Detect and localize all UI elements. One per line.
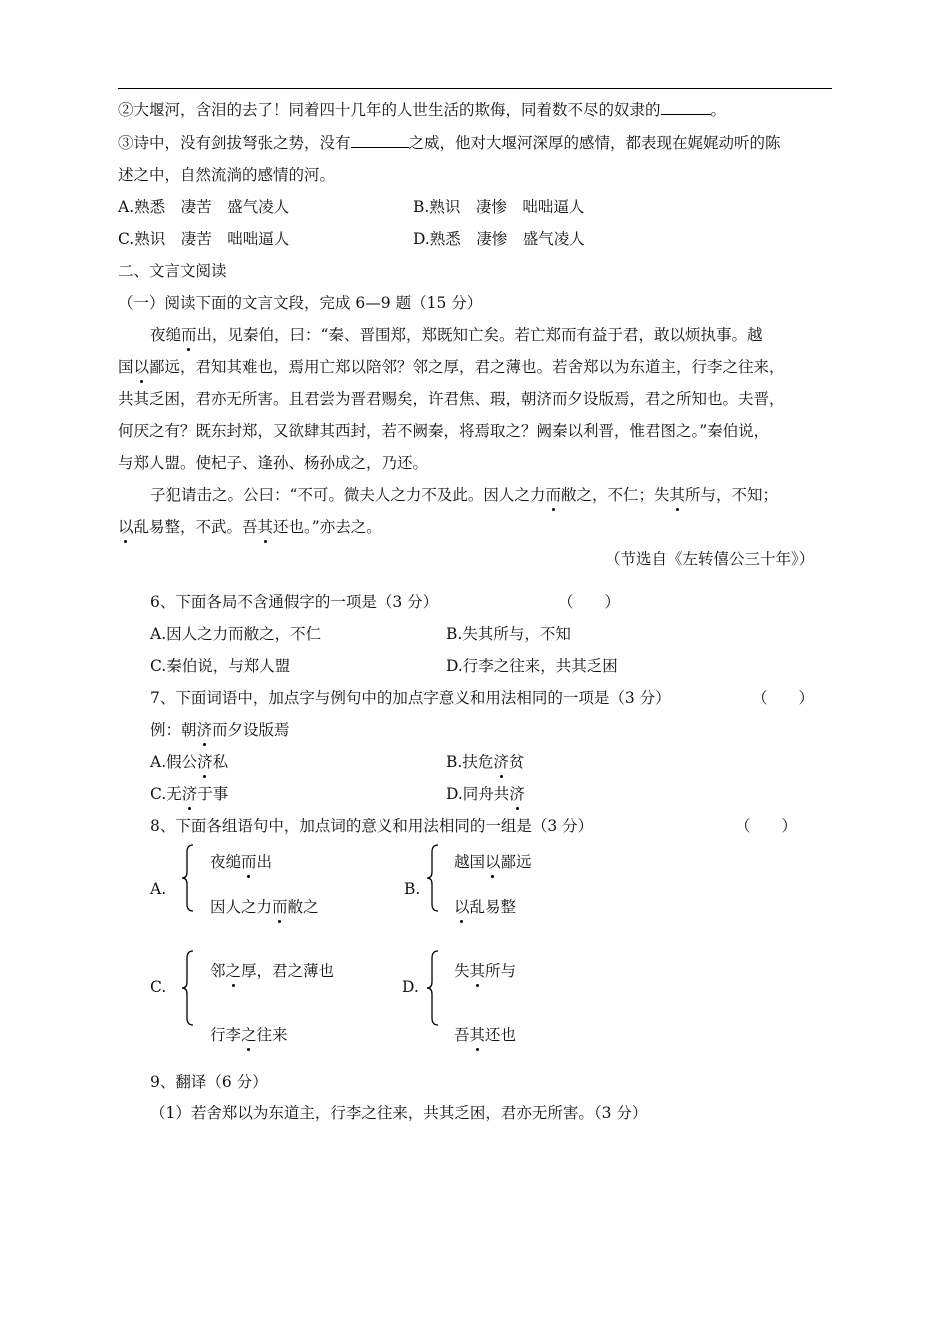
emphasis-dot-char: 其: [469, 962, 486, 980]
passage-line: 以乱易整，不武。吾其还也。”亦去之。: [118, 518, 382, 536]
emphasis-dot-char: 而: [241, 853, 257, 871]
emphasis-dot-char: 济: [181, 785, 198, 803]
left-brace-icon: [426, 844, 440, 912]
q8-a-sentence-1: 夜缒而出: [210, 853, 273, 871]
passage-line: 共其乏困，君亦无所害。且君尝为晋君赐矣，许君焦、瑕，朝济而夕设版焉，君之所知也。夫晋，: [118, 390, 785, 408]
q8-c-sentence-2: 行李之往来: [210, 1026, 288, 1044]
q5-item3-cont: 述之中，自然流淌的感情的河。: [118, 166, 336, 184]
q7-option-b[interactable]: B.扶危济贫: [446, 753, 525, 771]
q7-example: 例：朝济而夕设版焉: [150, 721, 290, 739]
answer-paren[interactable]: （ ）: [735, 817, 798, 835]
answer-paren[interactable]: （ ）: [558, 593, 621, 611]
q8-option-d-label[interactable]: D.: [402, 978, 419, 996]
passage-source: （节选自《左转僖公三十年》）: [605, 550, 815, 568]
q7-option-d[interactable]: D.同舟共济: [446, 785, 525, 803]
header-rule: [118, 88, 832, 89]
emphasis-dot-char: 而: [272, 898, 288, 916]
q8-b-sentence-1: 越国以鄙远: [454, 853, 532, 871]
q8-b-sentence-2: 以乱易整: [454, 898, 517, 916]
q8-option-c-label[interactable]: C.: [150, 978, 167, 996]
left-brace-icon: [426, 950, 440, 1026]
q5-option-c[interactable]: C.熟识 凄苦 咄咄逼人: [118, 230, 290, 248]
answer-paren[interactable]: （ ）: [752, 689, 815, 707]
section-title: 二、文言文阅读: [118, 262, 227, 280]
q7-stem: 7、下面词语中，加点字与例句中的加点字意义和用法相同的一项是（3 分）: [150, 689, 671, 707]
emphasis-dot-char: 以: [485, 853, 501, 871]
passage-line: 国以鄙远，君知其难也，焉用亡郑以陪邻？邻之厚，君之薄也。若舍郑以为东道主，行李之往来，: [118, 358, 785, 376]
q7-option-a[interactable]: A.假公济私: [150, 753, 229, 771]
emphasis-dot-char: 而: [545, 486, 561, 504]
emphasis-dot-char: 以: [118, 518, 134, 536]
q8-c-sentence-1: 邻之厚，君之薄也: [210, 962, 335, 980]
q5-option-b[interactable]: B.熟识 凄惨 咄咄逼人: [413, 198, 585, 216]
q5-item3: ③诗中，没有剑拔弩张之势，没有 之威，他对大堰河深厚的感情，都表现在娓娓动听的陈: [118, 134, 781, 152]
emphasis-dot-char: 而: [181, 326, 197, 344]
fill-blank[interactable]: [661, 100, 711, 115]
passage-line: 子犯请击之。公曰：“不可。微夫人之力不及此。因人之力而敝之，不仁；失其所与，不知；: [150, 486, 778, 504]
passage-line: 夜缒而出，见秦伯，曰：“秦、晋围郑，郑既知亡矣。若亡郑而有益于君，敢以烦执事。越: [150, 326, 763, 344]
emphasis-dot-char: 以: [454, 898, 470, 916]
q5-item2: ②大堰河，含泪的去了！同着四十几年的人世生活的欺侮，同着数不尽的奴隶的 。: [118, 101, 727, 119]
q9-stem: 9、翻译（6 分）: [150, 1073, 268, 1091]
passage-line: 何厌之有？既东封郑，又欲肆其西封，若不阙秦，将焉取之？阙秦以利晋，惟君图之。”秦伯说，: [118, 422, 770, 440]
emphasis-dot-char: 其: [469, 1026, 486, 1044]
q6-stem: 6、下面各局不含通假字的一项是（3 分）: [150, 593, 439, 611]
q7-option-c[interactable]: C.无济于事: [150, 785, 229, 803]
emphasis-dot-char: 济: [197, 753, 213, 771]
q6-option-a[interactable]: A.因人之力而敝之，不仁: [150, 625, 322, 643]
q8-option-b-label[interactable]: B.: [404, 880, 421, 898]
emphasis-dot-char: 济: [493, 753, 509, 771]
section-subtitle: （一）阅读下面的文言文段，完成 6—9 题（15 分）: [118, 294, 483, 312]
q8-stem: 8、下面各组语句中，加点词的意义和用法相同的一组是（3 分）: [150, 817, 594, 835]
left-brace-icon: [181, 950, 195, 1026]
emphasis-dot-char: 济: [509, 785, 525, 803]
passage-line: 与郑人盟。使杞子、逢孙、杨孙成之，乃还。: [118, 454, 429, 472]
emphasis-dot-char: 之: [241, 1026, 257, 1044]
emphasis-dot-char: 济: [196, 721, 213, 739]
q9-item-1: （1）若舍郑以为东道主，行李之往来，共其乏困，君亦无所害。（3 分）: [150, 1104, 648, 1122]
q5-option-d[interactable]: D.熟悉 凄惨 盛气凌人: [413, 230, 585, 248]
q8-a-sentence-2: 因人之力而敝之: [210, 898, 319, 916]
emphasis-dot-char: 以: [133, 358, 150, 376]
q6-option-b[interactable]: B.失其所与，不知: [446, 625, 571, 643]
emphasis-dot-char: 之: [225, 962, 242, 980]
q8-option-a-label[interactable]: A.: [150, 880, 167, 898]
emphasis-dot-char: 其: [669, 486, 685, 504]
q8-d-sentence-2: 吾其还也: [454, 1026, 517, 1044]
q8-d-sentence-1: 失其所与: [454, 962, 517, 980]
fill-blank[interactable]: [351, 133, 409, 148]
q6-option-c[interactable]: C.秦伯说，与郑人盟: [150, 657, 291, 675]
emphasis-dot-char: 其: [257, 518, 274, 536]
q5-option-a[interactable]: A.熟悉 凄苦 盛气凌人: [118, 198, 290, 216]
left-brace-icon: [181, 844, 195, 912]
q6-option-d[interactable]: D.行李之往来，共其乏困: [446, 657, 618, 675]
